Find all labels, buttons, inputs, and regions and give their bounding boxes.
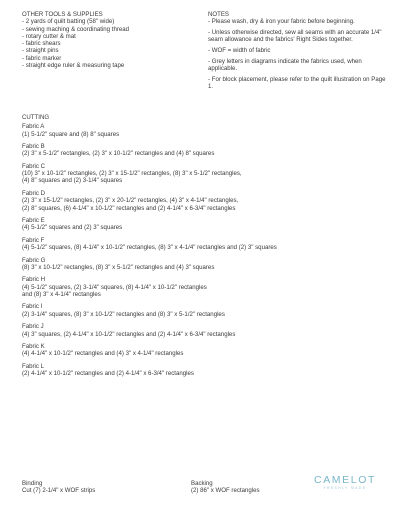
fabric-cut-line: (4) 5-1/2" squares, (8) 4-1/4" x 10-1/2" rectangles, (8) 3" x 4-1/4" rectangles and (2) 3" squares: [22, 244, 277, 252]
fabric-name: Fabric A: [22, 123, 45, 131]
fabric-entry: [22, 276, 382, 298]
fabric-cut-line: (4) 5-1/2" squares, (2) 3-1/4" squares, (8) 4-1/4" x 10-1/2" rectangles: [22, 283, 207, 291]
tools-item: - fabric shears: [22, 40, 61, 48]
backing-text: (2) 86" x WOF rectangles: [191, 487, 260, 495]
fabric-name: Fabric L: [22, 362, 45, 370]
notes-item: - Please wash, dry & iron your fabric before beginning.: [208, 18, 355, 26]
fabric-name: Fabric F: [22, 236, 45, 244]
notes-item: - Grey letters in diagrams indicate the fabrics used, when applicable.: [208, 57, 362, 73]
fabric-entry: [22, 363, 382, 378]
fabric-cut-line: and (8) 3" x 4-1/4" rectangles: [22, 290, 101, 298]
fabric-entry: [22, 343, 382, 358]
fabric-cut-line: (4) 4-1/4" x 10-1/2" rectangles and (4) 3" x 4-1/4" rectangles: [22, 350, 184, 358]
notes-item: - For block placement, please refer to the quilt illustration on Page 1.: [208, 76, 386, 91]
binding-block: [22, 480, 182, 495]
fabric-name: Fabric I: [22, 303, 43, 311]
notes-item: - Unless otherwise directed, sew all seams with an accurate 1/4" seam allowance and the fabrics' Right Sides together.: [208, 29, 382, 44]
fabric-entry: [22, 123, 382, 138]
fabric-entry: [22, 323, 382, 338]
fabric-cut-line: (4) 5-1/2" squares and (2) 3" squares: [22, 224, 123, 232]
tools-section: [22, 11, 197, 69]
fabric-name: Fabric J: [22, 323, 44, 331]
fabric-cut-line: (8) 3" x 10-1/2" rectangles, (8) 3" x 5-1/2" rectangles and (4) 3" squares: [22, 263, 215, 271]
fabric-cut-line: (4) 8" squares and (2) 3-1/4" squares: [22, 177, 123, 185]
backing-heading: Backing: [191, 480, 213, 487]
fabric-cut-line: (10) 3" x 10-1/2" rectangles, (2) 3" x 15-1/2" rectangles, (8) 3" x 5-1/2" rectangles,: [22, 170, 242, 178]
tools-item: - straight edge ruler & measuring tape: [22, 62, 125, 70]
camelot-logo: [310, 474, 380, 491]
tools-item: - fabric marker: [22, 54, 62, 62]
notes-section: [208, 11, 386, 94]
fabric-cut-line: (1) 5-1/2" square and (8) 8" squares: [22, 130, 120, 138]
fabric-entry: [22, 163, 382, 185]
fabric-cut-line: (2) 3" x 15-1/2" rectangles, (2) 3" x 20-1/2" rectangles, (4) 3" x 4-1/4" rectangles,: [22, 197, 239, 205]
tools-item: - straight pins: [22, 47, 59, 55]
fabric-entry: [22, 143, 382, 158]
fabric-entry: [22, 303, 382, 318]
fabric-cut-line: (2) 3" x 5-1/2" rectangles, (2) 3" x 10-1/2" rectangles and (4) 8" squares: [22, 150, 215, 158]
notes-heading: NOTES: [208, 11, 229, 18]
tools-item: - sewing maching & coordinating thread: [22, 25, 130, 33]
fabric-entry: [22, 257, 382, 272]
fabric-name: Fabric C: [22, 162, 46, 170]
fabric-cut-line: (2) 3-1/4" squares, (8) 3" x 10-1/2" rectangles and (8) 3" x 5-1/2" rectangles: [22, 310, 225, 318]
fabric-name: Fabric G: [22, 256, 46, 264]
tools-item: - 2 yards of quilt batting (58" wide): [22, 18, 115, 26]
fabric-name: Fabric B: [22, 143, 45, 151]
fabric-cut-line: (2) 8" squares, (6) 4-1/4" x 10-1/2" rectangles and (2) 4-1/4" x 6-3/4" rectangles: [22, 204, 236, 212]
notes-item: - WOF = width of fabric: [208, 47, 271, 55]
fabric-name: Fabric D: [22, 189, 46, 197]
fabric-name: Fabric K: [22, 343, 45, 350]
fabric-list: [22, 123, 382, 377]
fabric-entry: [22, 237, 382, 252]
fabric-cut-line: (2) 4-1/4" x 10-1/2" rectangles and (2) 4-1/4" x 6-3/4" rectangles: [22, 370, 194, 378]
tools-item: - rotary cutter & mat: [22, 32, 76, 40]
fabric-name: Fabric E: [22, 217, 45, 225]
cutting-section: [22, 114, 382, 377]
fabric-name: Fabric H: [22, 276, 46, 284]
fabric-entry: [22, 190, 382, 212]
logo-tagline: FRESHLY MADE: [323, 486, 367, 490]
cutting-heading: CUTTING: [22, 114, 50, 121]
fabric-cut-line: (4) 3" squares, (2) 4-1/4" x 10-1/2" rectangles and (2) 4-1/4" x 6-3/4" rectangles: [22, 330, 236, 338]
logo-wordmark: CAMELOT: [314, 474, 376, 486]
binding-text: Cut (7) 2-1/4" x WOF strips: [22, 487, 96, 495]
fabric-entry: [22, 217, 382, 232]
tools-heading: OTHER TOOLS & SUPPLIES: [22, 11, 103, 18]
binding-heading: Binding: [22, 480, 43, 487]
